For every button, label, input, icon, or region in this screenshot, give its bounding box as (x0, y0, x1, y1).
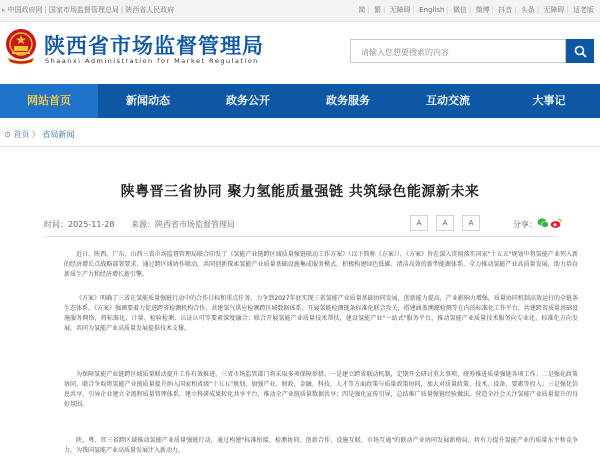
link-shaanxi-gov[interactable]: 陕西省人民政府 (125, 6, 175, 14)
link-english[interactable]: English (419, 6, 445, 14)
search-input[interactable]: 请输入您想要搜索的内容 (350, 39, 566, 63)
article-meta (44, 219, 235, 230)
font-size-medium-button[interactable]: A (436, 215, 454, 231)
site-title-english: Shaanxi Administration for Market Regulation (45, 57, 259, 65)
link-elder-mode[interactable]: 适老版 (573, 6, 594, 14)
article-paragraph: 《方案》明确了三省在氢能质量强链行动中的合作目标和重点任务。力争到2027年底实现三省氢能产业质量基础协同发展，创新能力提高，产业影响力增强，质量协同机制高效运行的全链条生态体系。《方案》强调要着力促进跨省检测机构合作，共建氢气供应检测跨区域数据体系；开展氢能检测链条标准化联合攻关，搭建涵盖溯源检测等在内的标准化工作平台，共建跨省质量基础设施服务网络，将标准化、计量、检验检测、认证认可等要素深度融合；联合开展氢能产业质量技术帮扶，建设氢能产业"一站式"服务平台，推动氢能产业质量技术服务向专业化、标准化方向发展，共同为氢能产业高质量发展提供技术支撑。 (64, 295, 578, 332)
breadcrumb (4, 129, 74, 140)
location-icon: ⊙ (4, 130, 14, 139)
search-icon (574, 45, 587, 58)
triangle-icon: ▸ (2, 6, 6, 14)
article-paragraph: 陕、粤、晋三省跨区域推动氢能产业质量强链行动，通过构建"标准衔接、检测协同、创新合作、设施互联、市场互通"的联动产业协同发展新格局，将有力提升氢能产业的质量水平和竞争力，为我国氢能产业高质量发展注入新动力。 (64, 437, 578, 454)
link-traditional[interactable]: 繁 (373, 6, 381, 14)
breadcrumb-current[interactable]: 省局新闻 (42, 130, 75, 139)
share-label: 分享： (513, 220, 537, 229)
publish-time: 时间：2025-11-28 (44, 220, 115, 229)
nav-item-interaction[interactable]: 互动交流 (426, 94, 470, 107)
top-right-links: 简 | 繁 | 无障碍 | English | 微信 | 微博 | 抖音 | 头条 | 无障碍 | 适老版 (358, 6, 594, 14)
link-accessibility-2[interactable]: 无障碍 (543, 6, 565, 14)
breadcrumb-home[interactable]: 首页 (13, 130, 30, 139)
site-header (0, 22, 600, 84)
search-button[interactable] (566, 39, 594, 63)
font-size-small-button[interactable]: A (462, 215, 480, 231)
nav-item-home[interactable]: 网站首页 (0, 84, 98, 118)
article-title: 陕粤晋三省协同 聚力氢能质量强链 共筑绿色能源新未来 (120, 184, 480, 200)
link-samr[interactable]: 国家市场监督管理总局 (48, 6, 119, 14)
national-emblem-icon (2, 26, 40, 66)
top-utility-bar (0, 0, 600, 22)
article-source: 来源：陕西省市场监督管理局 (131, 220, 236, 229)
wechat-share-icon[interactable] (537, 217, 549, 229)
link-accessibility[interactable]: 无障碍 (389, 6, 411, 14)
divider (0, 146, 600, 147)
weibo-share-icon[interactable] (550, 217, 562, 229)
breadcrumb-separator: 》 (31, 130, 40, 139)
nav-item-gov-affairs[interactable]: 政务公开 (226, 94, 270, 107)
link-douyin[interactable]: 抖音 (498, 6, 513, 14)
link-weibo[interactable]: 微博 (475, 6, 490, 14)
article-paragraph: 近日，陕西、广东、山西三省市场监督管理局联合印发了《氢能产业链跨区域质量强链联动工作方案》（以下简称《方案》）。《方案》旨在深入贯彻落实国家"十五五"规划中将氢能产业列入新的经济增长点战略部署要求，通过跨区域协作联动，共同创新探索氢能产业质量基础设施集成服务模式，积极构建绿色低碳、清洁高效的新型能源体系，全力推动氢能产业高质量发展，助力培育新质生产力和经济增长新引擎。 (64, 251, 578, 278)
nav-item-news[interactable]: 新闻动态 (126, 94, 170, 107)
link-simplified[interactable]: 简 (358, 6, 366, 14)
top-links: ▸ 中国政府网 | 国家市场监督管理总局 | 陕西省人民政府 (2, 6, 175, 14)
nav-item-chronicle[interactable]: 大事记 (532, 94, 566, 107)
site-title[interactable]: 陕西省市场监督管理局 (44, 34, 264, 58)
font-size-large-button[interactable]: A (410, 215, 428, 231)
nav-item-gov-services[interactable]: 政务服务 (326, 94, 370, 107)
link-gov-cn[interactable]: 中国政府网 (7, 6, 43, 14)
main-nav (0, 84, 600, 118)
link-wechat[interactable]: 微信 (453, 6, 468, 14)
link-toutiao[interactable]: 头条 (520, 6, 535, 14)
article-paragraph: 为保障氢能产业链跨区域质量联动提升工作有效推进，三省市场监管部门将采取多项保障举措，一是建立跨省联动机制，定期开会研讨重大事项，统筹推进质量强链各项工作；二是强化政策协同，联合争取将氢能产业链质量提升纳入国家和省级"十五五"规划，加强产业、财政、金融、科技、人才等方面政策与质量政策协同，加大对质量政策、技术、设备、要素等投入；三是强化信息共享，引导企业建立全流程质量管理体系，建立科研成果转化共享平台，推动全产业链质量数据共享；四是强化宣传引导，总结推广质量强链经验做法，营造全社会关注氢能产业质量提升的良好氛围。 (64, 371, 578, 408)
divider (44, 236, 558, 237)
